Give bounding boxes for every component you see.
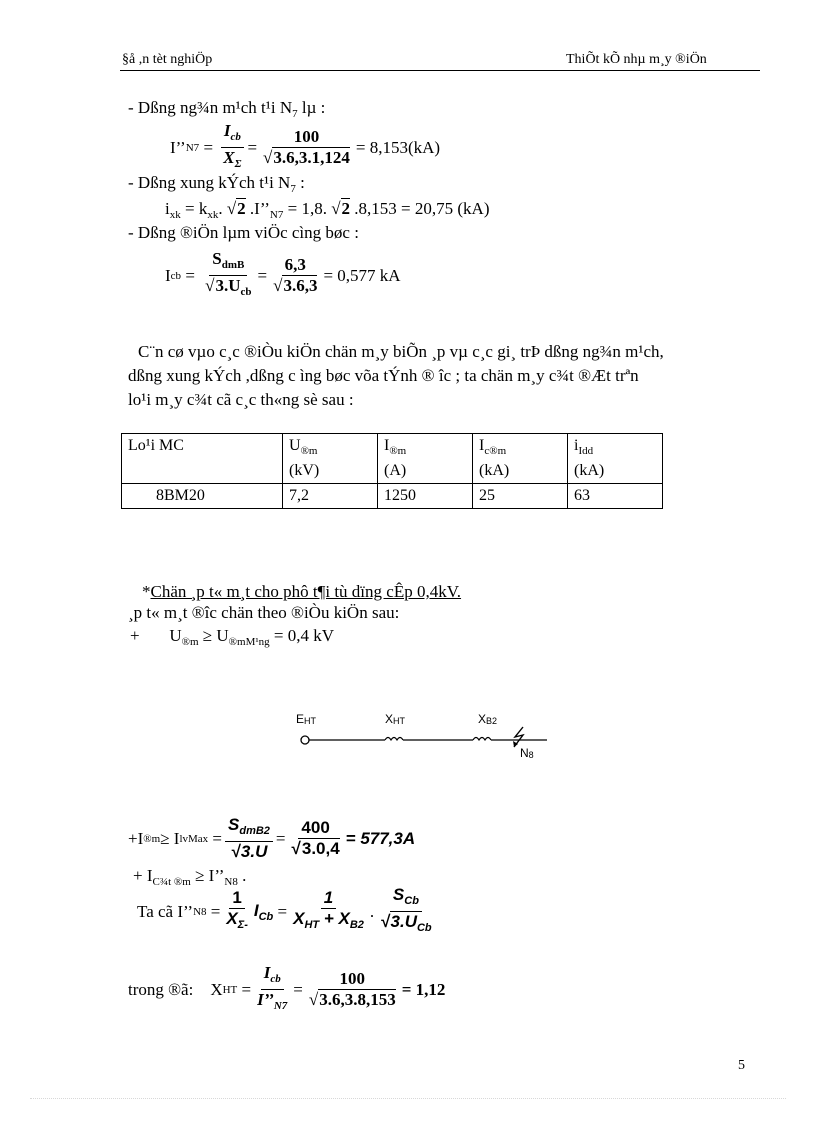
text-line-short-circuit: - Dßng ng¾n m¹ch t¹i $N_7$ lµ :: [128, 98, 326, 120]
table-row: [122, 484, 663, 509]
equation-i-n7: I’’ N7 = $\frac{I_{cb}}{X_\Sigma}$ = $\frac{100}{√3.6,3.1,124}$ = 8,153(kA): [170, 121, 441, 170]
label-e-ht: EHT: [296, 712, 317, 726]
label-x-b2: XB2: [478, 712, 498, 726]
header-right: ThiÕt kÕ nhµ m¸y ®iÖn: [566, 52, 707, 67]
table-header-cell: $i_{Idd}$ (kA): [568, 434, 663, 484]
breaker-spec-table: [121, 433, 663, 509]
section-title: *Chän ¸p t« m¸t cho phô t¶i tù dïng cÊp 0,4kV.: [142, 582, 462, 601]
label-x-ht: XHT: [385, 712, 406, 726]
source-node-icon: [301, 736, 309, 744]
table-header-cell: $I_{®m}$ (A): [378, 434, 473, 484]
equation-i-xk: $i_{xk} = k_{xk}$. √2 $.I’’_{N7} = 1,8$. √2 .8,153 = 20,75 (kA): [165, 199, 490, 221]
inductor-xht-icon: [385, 738, 403, 741]
text-line-impulse-current: - Dßng xung kÝch t¹i $N_7$ :: [128, 173, 305, 195]
table-cell: 1250: [378, 484, 473, 509]
inductor-xb2-icon: [473, 738, 491, 741]
table-header-cell: $U_{®m}$ (kV): [283, 434, 378, 484]
equivalent-circuit-diagram: [290, 705, 560, 765]
table-cell: 63: [568, 484, 663, 509]
paragraph-line-2: dßng xung kÝch ,dßng c ìng bøc võa tÝnh ® îc ; ta chän m¸y c¾t ®Æt trªn: [128, 366, 639, 385]
page-number: 5: [738, 1058, 745, 1073]
table-header-cell: $I_{c®m}$ (kA): [473, 434, 568, 484]
header-rule: [120, 70, 760, 71]
paragraph-line-3: lo¹i m¸y c¾t cã c¸c th«ng sè sau :: [128, 390, 354, 409]
table-cell: 7,2: [283, 484, 378, 509]
equation-i-cb: I cb = $\frac{S_{dmB}}{√3.U_{cb}}$ = $\frac{6,3}{√3.6,3}$ = 0,577 kA: [165, 249, 401, 298]
section-line: ¸p t« m¸t ®îc chän theo ®iÒu kiÖn sau:: [128, 603, 400, 622]
table-cell: 25: [473, 484, 568, 509]
equation-i-dm: + I ®m ≥ I lvMax = $\frac{S_{dmB2}}{√3.U}$ = $\frac{400}{√3.0,4}$ = 577,3A: [128, 815, 416, 861]
table-header-row: [122, 434, 663, 484]
label-n8: N8: [520, 746, 534, 760]
table-header-cell: Lo¹i MC: [122, 434, 283, 484]
equation-i-n8: Ta cã I’’ N8 = $\frac{1}{X_{\Sigma-}}$ $I_{Cb}$ = $\frac{1}{X_{HT} + X_{B2}}$ . $\frac{S_{Cb}}{√3.U_{Cb}}$: [137, 885, 432, 934]
paragraph-line-1: C¨n cø vµo c¸c ®iÒu kiÖn chän m¸y biÕn ¸p vµ c¸c gi¸ trÞ dßng ng¾n m¹ch,: [138, 342, 664, 361]
condition-voltage: + $U_{®m} \ge U_{®mM^1ng} = 0,4$ kV: [130, 626, 335, 648]
equation-x-ht: trong ®ã: X HT = $\frac{I_{cb}}{I’’_{N7}}$ = $\frac{100}{√3.6,3.8,153}$ = 1,12: [128, 963, 446, 1012]
page-bottom-divider: [30, 1098, 786, 1099]
equation-i-cut: + $I_{C\frac{3}{4}t ®m}$ ≥ $I’’_{N8}$ .: [133, 866, 247, 888]
header-left: §å ,n tèt nghiÖp: [122, 52, 213, 67]
text-line-forced-current: - Dßng ®iÖn lµm viÖc cìng bøc :: [128, 223, 359, 242]
table-cell: 8BM20: [122, 484, 283, 509]
